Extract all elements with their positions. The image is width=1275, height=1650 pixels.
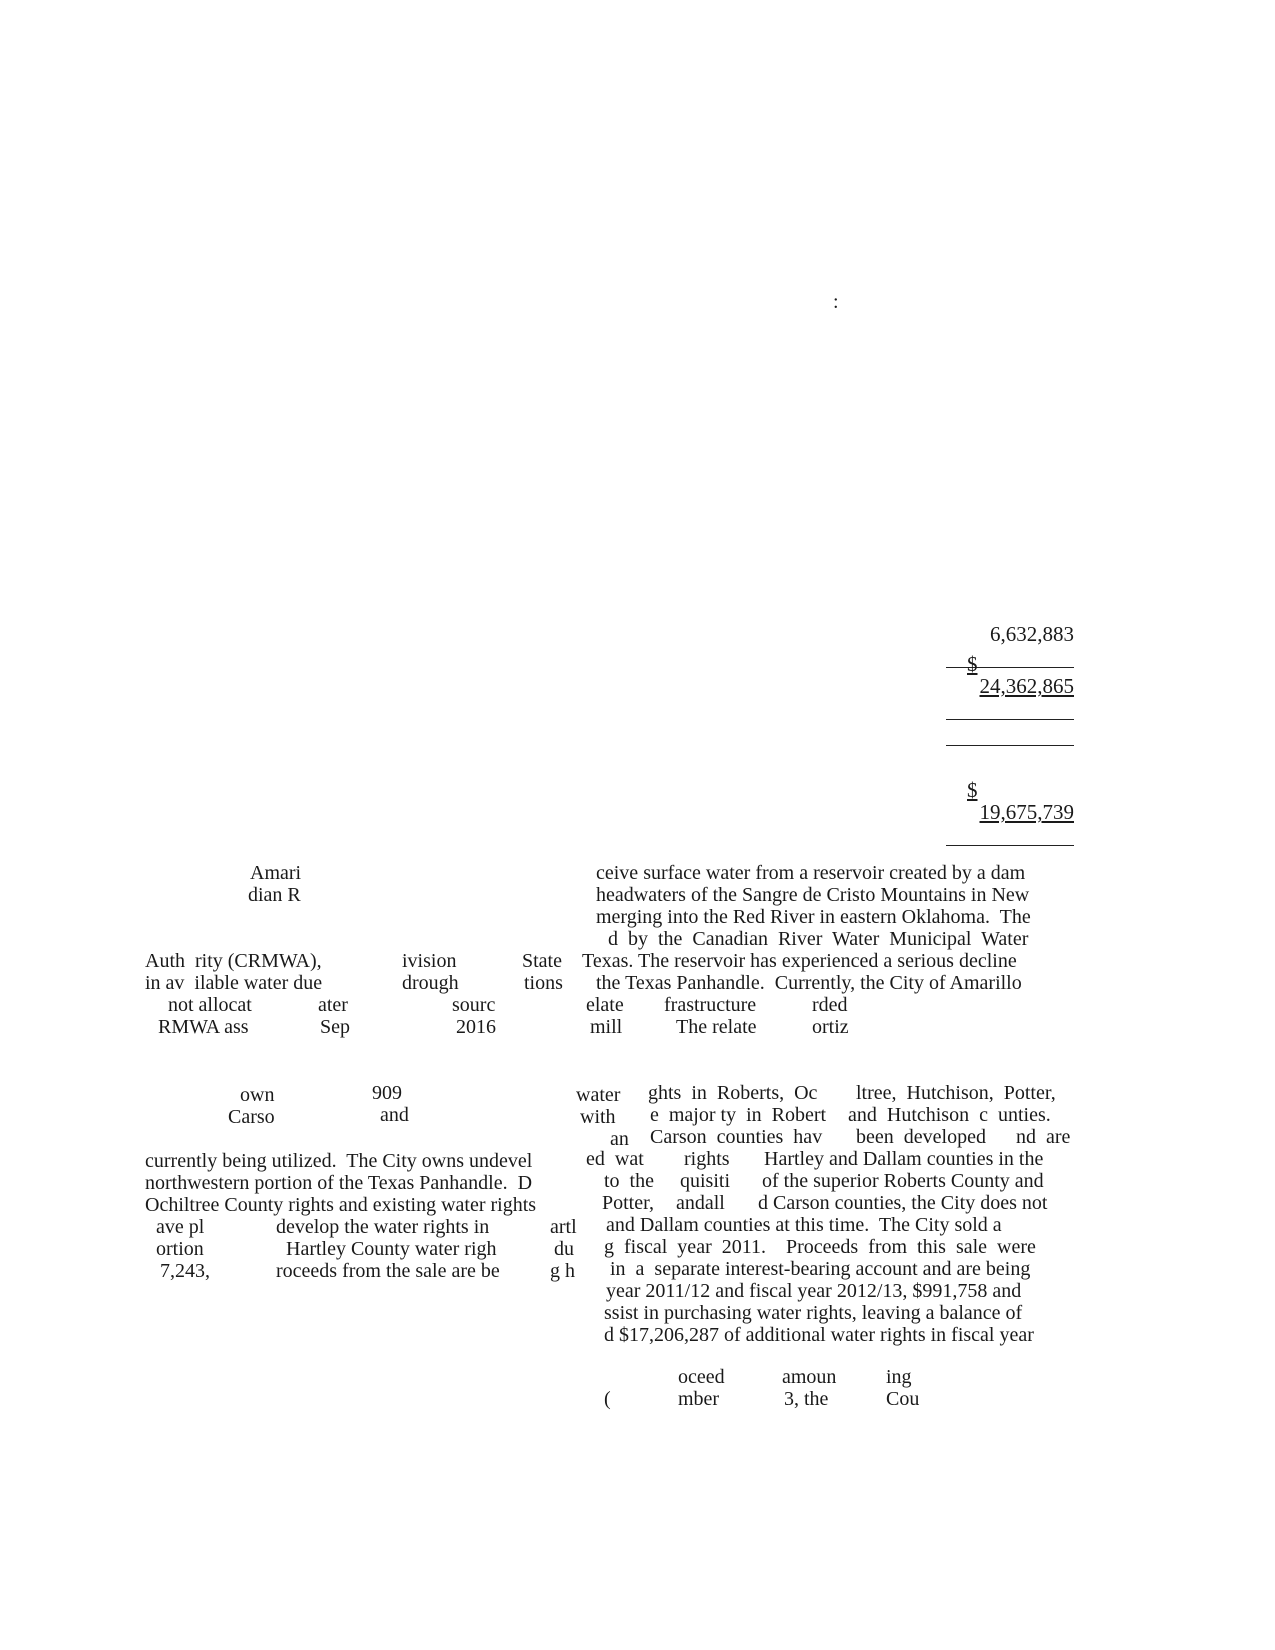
p2-text: 909	[372, 1082, 402, 1104]
p2-text: with	[580, 1106, 616, 1128]
p3-text: 3, the	[784, 1388, 829, 1410]
p3-text: mber	[678, 1388, 720, 1410]
p2-text: ed wat	[586, 1148, 644, 1170]
p2-text: develop the water rights in	[276, 1216, 490, 1238]
p2-text: Hartley County water righ	[286, 1238, 497, 1260]
total-a-value: 24,362,865	[979, 674, 1074, 698]
p2-text: du	[554, 1238, 574, 1260]
p1-text: merging into the Red River in eastern Oklahoma. The	[596, 906, 1031, 928]
p1-text: elate	[586, 994, 624, 1016]
p2-text: e major ty in Robert	[650, 1104, 827, 1126]
p2-text: artl	[550, 1216, 577, 1238]
p2-text: water	[576, 1084, 621, 1106]
p1-text: Auth rity (CRMWA),	[145, 950, 322, 972]
p3-text: (	[604, 1388, 611, 1410]
p2-text: and Dallam counties at this time. The City sold a	[606, 1214, 1002, 1236]
p1-text: the Texas Panhandle. Currently, the City of Amarillo	[596, 972, 1022, 994]
p2-text: andall	[676, 1192, 725, 1214]
p2-text: of the superior Roberts County and	[762, 1170, 1044, 1192]
p3-text: oceed	[678, 1366, 725, 1388]
p1-text: Amari	[250, 862, 302, 884]
p1-text: in av ilable water due	[145, 972, 323, 994]
p2-text: g h	[550, 1260, 575, 1282]
p1-text: ater	[318, 994, 348, 1016]
p1-text: headwaters of the Sangre de Cristo Mountains in New	[596, 884, 1030, 906]
p3-text: Cou	[886, 1388, 920, 1410]
p2-text: nd are	[1016, 1126, 1071, 1148]
total-b	[946, 757, 1074, 846]
p1-text: tions	[524, 972, 563, 994]
p1-text: frastructure	[664, 994, 757, 1016]
p2-text: been developed	[856, 1126, 986, 1148]
p2-text: Carso	[228, 1106, 275, 1128]
p2-text: quisiti	[680, 1170, 731, 1192]
p1-text: 2016	[456, 1016, 496, 1038]
p2-text: ssist in purchasing water rights, leaving a balance of	[604, 1302, 1023, 1324]
p1-text: ivision	[402, 950, 457, 972]
total-b-value: 19,675,739	[979, 800, 1074, 824]
p2-text: and Hutchison c unties.	[848, 1104, 1051, 1126]
p2-text: d $17,206,287 of additional water rights in fiscal year	[604, 1324, 1034, 1346]
p1-text: rded	[812, 994, 848, 1016]
amount-a-value: 6,632,883	[990, 622, 1074, 646]
p1-text: drough	[402, 972, 459, 994]
p2-text: Ochiltree County rights and existing water rights	[145, 1194, 537, 1216]
p1-text: RMWA ass	[158, 1016, 249, 1038]
p2-text: to the	[604, 1170, 654, 1192]
p2-text: Carson counties hav	[650, 1126, 823, 1148]
p1-text: The relate	[676, 1016, 757, 1038]
p2-text: northwestern portion of the Texas Panhandle. D	[145, 1172, 533, 1194]
p1-text: mill	[590, 1016, 623, 1038]
p1-text: dian R	[248, 884, 301, 906]
p1-text: not allocat	[168, 994, 252, 1016]
p1-text: d by the Canadian River Water Municipal Water	[608, 928, 1029, 950]
p3-text: ing	[886, 1366, 912, 1388]
p2-text: ortion	[156, 1238, 204, 1260]
p2-text: 7,243,	[160, 1260, 210, 1282]
colon-mark: :	[833, 291, 839, 313]
p2-text: roceeds from the sale are be	[276, 1260, 500, 1282]
p2-text: ghts in Roberts, Oc	[648, 1082, 818, 1104]
p2-text: Hartley and Dallam counties in the	[764, 1148, 1044, 1170]
p1-text: sourc	[452, 994, 496, 1016]
subtotal-rule	[946, 745, 1074, 746]
p2-text: Potter,	[602, 1192, 654, 1214]
p2-text: in a separate interest-bearing account and are being	[610, 1258, 1031, 1280]
p2-text: rights	[684, 1148, 730, 1170]
total-a-symbol: $	[967, 652, 978, 676]
p2-text: d Carson counties, the City does not	[758, 1192, 1048, 1214]
p2-text: and	[380, 1104, 409, 1126]
p1-text: ortiz	[812, 1016, 849, 1038]
total-b-symbol: $	[967, 778, 978, 802]
p3-text: amoun	[782, 1366, 837, 1388]
p1-text: ceive surface water from a reservoir created by a dam	[596, 862, 1026, 884]
p2-text: ave pl	[156, 1216, 205, 1238]
p2-text: currently being utilized. The City owns undevel	[145, 1150, 533, 1172]
p1-text: State	[522, 950, 562, 972]
p1-text: Sep	[320, 1016, 350, 1038]
p2-text: ltree, Hutchison, Potter,	[856, 1082, 1056, 1104]
p1-text: Texas. The reservoir has experienced a serious decline	[582, 950, 1017, 972]
p2-text: an	[610, 1128, 629, 1150]
p2-text: g fiscal year 2011. Proceeds from this sale were	[604, 1236, 1036, 1258]
p2-text: own	[240, 1084, 275, 1106]
p2-text: year 2011/12 and fiscal year 2012/13, $991,758 and	[606, 1280, 1022, 1302]
total-a	[946, 631, 1074, 720]
